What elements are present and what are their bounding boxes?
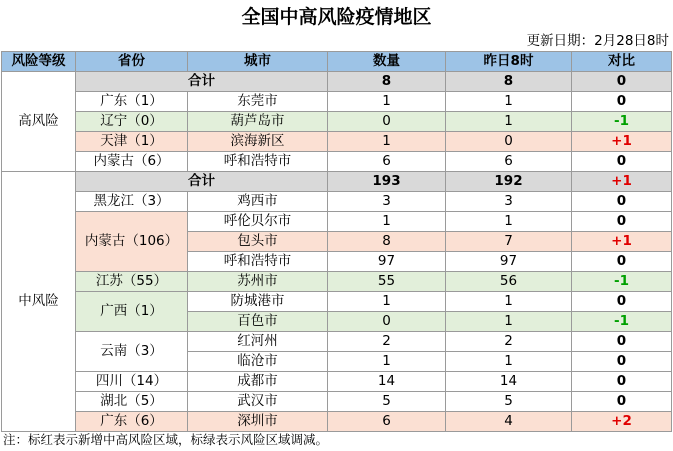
diff-cell: 0 (572, 332, 672, 352)
count-cell: 6 (328, 412, 446, 432)
count-cell: 2 (328, 332, 446, 352)
count-cell: 55 (328, 272, 446, 292)
diff-cell: 0 (572, 392, 672, 412)
header-cell: 昨日8时 (446, 52, 572, 72)
province-cell: 黑龙江（3） (76, 192, 188, 212)
diff-cell: +1 (572, 132, 672, 152)
count-cell: 8 (328, 232, 446, 252)
table-row (2, 332, 672, 352)
city-cell: 武汉市 (188, 392, 328, 412)
yesterday-cell: 3 (446, 192, 572, 212)
yesterday-cell: 14 (446, 372, 572, 392)
city-cell: 百色市 (188, 312, 328, 332)
diff-cell: -1 (572, 272, 672, 292)
risk-level-cell: 高风险 (2, 72, 76, 172)
diff-cell: +1 (572, 172, 672, 192)
count-cell: 1 (328, 212, 446, 232)
diff-cell: 0 (572, 72, 672, 92)
city-cell: 东莞市 (188, 92, 328, 112)
diff-cell: 0 (572, 372, 672, 392)
total-label: 合计 (76, 172, 328, 192)
diff-cell: 0 (572, 252, 672, 272)
count-cell: 1 (328, 352, 446, 372)
diff-cell: 0 (572, 352, 672, 372)
header-cell: 数量 (328, 52, 446, 72)
table-row (2, 212, 672, 232)
table-header-row (2, 52, 672, 72)
diff-cell: -1 (572, 312, 672, 332)
yesterday-cell: 5 (446, 392, 572, 412)
city-cell: 呼和浩特市 (188, 252, 328, 272)
count-cell: 0 (328, 112, 446, 132)
province-cell: 天津（1） (76, 132, 188, 152)
yesterday-cell: 97 (446, 252, 572, 272)
table-row (2, 192, 672, 212)
table-row (2, 272, 672, 292)
yesterday-cell: 1 (446, 292, 572, 312)
yesterday-cell: 1 (446, 312, 572, 332)
city-cell: 包头市 (188, 232, 328, 252)
diff-cell: 0 (572, 152, 672, 172)
table-row (2, 412, 672, 432)
table-row (2, 92, 672, 112)
province-cell: 云南（3） (76, 332, 188, 372)
diff-cell: 0 (572, 192, 672, 212)
footnote: 注：标红表示新增中高风险区域，标绿表示风险区域调减。 (3, 432, 329, 447)
province-cell: 四川（14） (76, 372, 188, 392)
yesterday-cell: 1 (446, 352, 572, 372)
yesterday-cell: 6 (446, 152, 572, 172)
header-cell: 省份 (76, 52, 188, 72)
yesterday-cell: 56 (446, 272, 572, 292)
province-cell: 广东（6） (76, 412, 188, 432)
risk-area-table (1, 51, 672, 432)
count-cell: 5 (328, 392, 446, 412)
total-label: 合计 (76, 72, 328, 92)
medium-risk-total-row (2, 172, 672, 192)
yesterday-cell: 1 (446, 92, 572, 112)
diff-cell: -1 (572, 112, 672, 132)
diff-cell: +2 (572, 412, 672, 432)
diff-cell: 0 (572, 212, 672, 232)
province-cell: 辽宁（0） (76, 112, 188, 132)
count-cell: 1 (328, 292, 446, 312)
city-cell: 防城港市 (188, 292, 328, 312)
province-cell: 内蒙古（106） (76, 212, 188, 272)
city-cell: 鸡西市 (188, 192, 328, 212)
risk-level-cell: 中风险 (2, 172, 76, 432)
yesterday-cell: 1 (446, 112, 572, 132)
city-cell: 苏州市 (188, 272, 328, 292)
count-cell: 14 (328, 372, 446, 392)
city-cell: 呼伦贝尔市 (188, 212, 328, 232)
count-cell: 6 (328, 152, 446, 172)
count-cell: 3 (328, 192, 446, 212)
city-cell: 葫芦岛市 (188, 112, 328, 132)
yesterday-cell: 192 (446, 172, 572, 192)
diff-cell: 0 (572, 92, 672, 112)
table-row (2, 132, 672, 152)
count-cell: 193 (328, 172, 446, 192)
high-risk-total-row (2, 72, 672, 92)
table-row (2, 392, 672, 412)
yesterday-cell: 1 (446, 212, 572, 232)
city-cell: 滨海新区 (188, 132, 328, 152)
table-row (2, 152, 672, 172)
diff-cell: 0 (572, 292, 672, 312)
count-cell: 1 (328, 132, 446, 152)
count-cell: 0 (328, 312, 446, 332)
yesterday-cell: 2 (446, 332, 572, 352)
diff-cell: +1 (572, 232, 672, 252)
table-row (2, 112, 672, 132)
yesterday-cell: 0 (446, 132, 572, 152)
province-cell: 广西（1） (76, 292, 188, 332)
city-cell: 红河州 (188, 332, 328, 352)
city-cell: 临沧市 (188, 352, 328, 372)
header-cell: 城市 (188, 52, 328, 72)
city-cell: 深圳市 (188, 412, 328, 432)
page-title: 全国中高风险疫情地区 (241, 6, 432, 28)
table-row (2, 372, 672, 392)
yesterday-cell: 7 (446, 232, 572, 252)
province-cell: 广东（1） (76, 92, 188, 112)
count-cell: 97 (328, 252, 446, 272)
update-time: 更新日期：2月28日8时 (526, 33, 669, 49)
count-cell: 1 (328, 92, 446, 112)
header-cell: 对比 (572, 52, 672, 72)
yesterday-cell: 8 (446, 72, 572, 92)
city-cell: 呼和浩特市 (188, 152, 328, 172)
yesterday-cell: 4 (446, 412, 572, 432)
province-cell: 湖北（5） (76, 392, 188, 412)
city-cell: 成都市 (188, 372, 328, 392)
province-cell: 内蒙古（6） (76, 152, 188, 172)
table-row (2, 292, 672, 312)
header-cell: 风险等级 (2, 52, 76, 72)
count-cell: 8 (328, 72, 446, 92)
province-cell: 江苏（55） (76, 272, 188, 292)
